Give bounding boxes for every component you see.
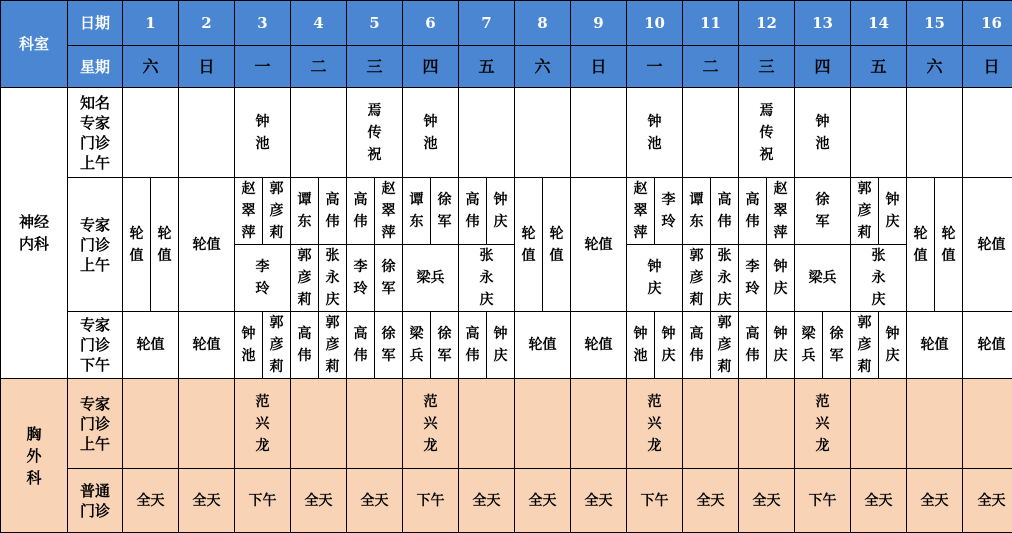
schedule-cell: 轮 值 <box>151 178 179 312</box>
weekday-cell: 四 <box>795 46 851 88</box>
date-row <box>1 1 1012 46</box>
schedule-cell: 钟 池 <box>235 88 291 178</box>
schedule-cell <box>515 88 571 178</box>
schedule-cell: 全天 <box>123 469 179 533</box>
schedule-cell: 全天 <box>683 469 739 533</box>
schedule-cell: 钟 庆 <box>879 178 907 245</box>
schedule-cell: 高 伟 <box>319 178 347 245</box>
row-label-famous-am: 知名 专家 门诊 上午 <box>68 88 123 178</box>
schedule-cell: 李 玲 <box>347 245 375 312</box>
weekday-cell: 六 <box>515 46 571 88</box>
neuro-famous-am-row <box>1 88 1012 178</box>
row-label-expert-pm: 专家 门诊 下午 <box>68 312 123 379</box>
schedule-cell: 赵 翠 萍 <box>767 178 795 245</box>
schedule-cell: 高 伟 <box>347 312 375 379</box>
schedule-cell <box>683 379 739 469</box>
schedule-cell: 郭 彦 莉 <box>291 245 319 312</box>
schedule-cell: 轮值 <box>907 312 963 379</box>
weekday-header: 星期 <box>68 46 123 88</box>
schedule-cell <box>515 379 571 469</box>
schedule-cell <box>963 379 1012 469</box>
schedule-cell: 轮 值 <box>123 178 151 312</box>
schedule-cell: 梁 兵 <box>403 312 431 379</box>
day-cell: 12 <box>739 1 795 46</box>
schedule-cell: 郭 彦 莉 <box>711 312 739 379</box>
schedule-cell: 全天 <box>459 469 515 533</box>
schedule-cell: 张 永 庆 <box>319 245 347 312</box>
schedule-cell: 钟 庆 <box>627 245 683 312</box>
schedule-cell: 轮 值 <box>935 178 963 312</box>
schedule-cell <box>907 88 963 178</box>
schedule-cell: 下午 <box>795 469 851 533</box>
schedule-cell: 郭 彦 莉 <box>851 178 879 245</box>
weekday-cell: 日 <box>963 46 1012 88</box>
schedule-cell: 高 伟 <box>683 312 711 379</box>
day-cell: 13 <box>795 1 851 46</box>
schedule-cell: 高 伟 <box>459 312 487 379</box>
schedule-cell: 李 玲 <box>235 245 291 312</box>
day-cell: 11 <box>683 1 739 46</box>
weekday-cell: 日 <box>179 46 235 88</box>
schedule-cell: 梁兵 <box>795 245 851 312</box>
weekday-cell: 三 <box>739 46 795 88</box>
schedule-cell: 郭 彦 莉 <box>683 245 711 312</box>
schedule-cell: 张 永 庆 <box>711 245 739 312</box>
schedule-cell: 赵 翠 萍 <box>235 178 263 245</box>
schedule-cell: 赵 翠 萍 <box>627 178 655 245</box>
schedule-cell <box>179 379 235 469</box>
schedule-cell: 轮值 <box>123 312 179 379</box>
schedule-cell <box>459 88 515 178</box>
day-cell: 7 <box>459 1 515 46</box>
schedule-cell <box>571 379 627 469</box>
schedule-cell: 下午 <box>627 469 683 533</box>
schedule-cell <box>291 88 347 178</box>
schedule-cell: 钟 庆 <box>879 312 907 379</box>
weekday-cell: 日 <box>571 46 627 88</box>
schedule-cell <box>347 379 403 469</box>
weekday-cell: 一 <box>235 46 291 88</box>
schedule-cell: 张 永 庆 <box>851 245 907 312</box>
schedule-cell: 郭 彦 莉 <box>263 178 291 245</box>
thor-expert-am-row <box>1 379 1012 469</box>
day-cell: 15 <box>907 1 963 46</box>
day-cell: 14 <box>851 1 907 46</box>
schedule-cell <box>739 379 795 469</box>
schedule-cell <box>851 88 907 178</box>
schedule-cell: 高 伟 <box>459 178 487 245</box>
thoracic-dept-label: 胸 外 科 <box>1 379 68 533</box>
schedule-cell: 全天 <box>179 469 235 533</box>
schedule-cell: 全天 <box>739 469 795 533</box>
weekday-cell: 三 <box>347 46 403 88</box>
schedule-cell: 李 玲 <box>655 178 683 245</box>
day-cell: 9 <box>571 1 627 46</box>
schedule-cell: 全天 <box>907 469 963 533</box>
schedule-cell: 轮 值 <box>907 178 935 312</box>
schedule-cell: 轮值 <box>963 178 1012 312</box>
schedule-cell: 全天 <box>347 469 403 533</box>
neuro-expert-pm-row <box>1 312 1012 379</box>
schedule-cell: 徐 军 <box>795 178 851 245</box>
schedule-cell: 钟 庆 <box>487 178 515 245</box>
schedule-cell: 全天 <box>851 469 907 533</box>
schedule-cell <box>571 88 627 178</box>
schedule-cell: 郭 彦 莉 <box>851 312 879 379</box>
schedule-cell: 徐 军 <box>431 178 459 245</box>
schedule-cell: 焉 传 祝 <box>739 88 795 178</box>
schedule-cell: 钟 池 <box>795 88 851 178</box>
schedule-cell: 高 伟 <box>347 178 375 245</box>
schedule-cell: 全天 <box>515 469 571 533</box>
schedule-cell <box>683 88 739 178</box>
weekday-cell: 六 <box>123 46 179 88</box>
row-label-thor-expert-am: 专家 门诊 上午 <box>68 379 123 469</box>
schedule-cell: 钟 池 <box>627 88 683 178</box>
schedule-cell <box>459 379 515 469</box>
row-label-expert-am: 专家 门诊 上午 <box>68 178 123 312</box>
date-header: 日期 <box>68 1 123 46</box>
schedule-cell <box>179 88 235 178</box>
schedule-cell: 全天 <box>571 469 627 533</box>
schedule-cell: 钟 池 <box>403 88 459 178</box>
dept-header: 科室 <box>1 1 68 88</box>
schedule-cell: 赵 翠 萍 <box>375 178 403 245</box>
day-cell: 2 <box>179 1 235 46</box>
schedule-cell: 钟 庆 <box>767 312 795 379</box>
weekday-cell: 二 <box>683 46 739 88</box>
schedule-cell: 范 兴 龙 <box>795 379 851 469</box>
weekday-cell: 二 <box>291 46 347 88</box>
schedule-cell: 谭 东 <box>403 178 431 245</box>
schedule-cell <box>291 379 347 469</box>
schedule-cell: 郭 彦 莉 <box>263 312 291 379</box>
schedule-cell <box>907 379 963 469</box>
schedule-cell <box>963 88 1012 178</box>
schedule-cell: 徐 军 <box>375 245 403 312</box>
schedule-cell <box>123 379 179 469</box>
weekday-cell: 四 <box>403 46 459 88</box>
schedule-cell <box>123 88 179 178</box>
day-cell: 16 <box>963 1 1012 46</box>
day-cell: 4 <box>291 1 347 46</box>
schedule-cell: 谭 东 <box>683 178 711 245</box>
schedule-cell: 徐 军 <box>431 312 459 379</box>
schedule-cell: 梁 兵 <box>795 312 823 379</box>
schedule-cell: 焉 传 祝 <box>347 88 403 178</box>
day-cell: 8 <box>515 1 571 46</box>
schedule-cell: 张 永 庆 <box>459 245 515 312</box>
schedule-cell: 轮 值 <box>543 178 571 312</box>
schedule-cell: 高 伟 <box>291 312 319 379</box>
schedule-cell: 高 伟 <box>739 312 767 379</box>
schedule-cell: 钟 池 <box>235 312 263 379</box>
schedule-cell: 范 兴 龙 <box>235 379 291 469</box>
schedule-cell <box>851 379 907 469</box>
day-cell: 10 <box>627 1 683 46</box>
schedule-cell: 谭 东 <box>291 178 319 245</box>
schedule-cell: 李 玲 <box>739 245 767 312</box>
schedule-cell: 全天 <box>291 469 347 533</box>
schedule-cell: 下午 <box>235 469 291 533</box>
schedule-cell: 范 兴 龙 <box>627 379 683 469</box>
schedule-cell: 轮值 <box>963 312 1012 379</box>
row-label-thor-general: 普通 门诊 <box>68 469 123 533</box>
schedule-cell: 钟 池 <box>627 312 655 379</box>
day-cell: 3 <box>235 1 291 46</box>
schedule-cell: 全天 <box>963 469 1012 533</box>
neurology-dept-label: 神经 内科 <box>1 88 68 379</box>
weekday-cell: 五 <box>459 46 515 88</box>
schedule-cell: 范 兴 龙 <box>403 379 459 469</box>
day-cell: 5 <box>347 1 403 46</box>
thor-general-row <box>1 469 1012 533</box>
schedule-cell: 轮值 <box>179 312 235 379</box>
schedule-cell: 钟 庆 <box>767 245 795 312</box>
schedule-cell: 钟 庆 <box>655 312 683 379</box>
schedule-cell: 郭 彦 莉 <box>319 312 347 379</box>
schedule-cell: 高 伟 <box>739 178 767 245</box>
day-cell: 6 <box>403 1 459 46</box>
schedule-cell: 轮值 <box>571 312 627 379</box>
schedule-cell: 轮值 <box>571 178 627 312</box>
schedule-cell: 徐 军 <box>823 312 851 379</box>
neuro-expert-am-top-row <box>1 178 1012 245</box>
schedule-cell: 徐 军 <box>375 312 403 379</box>
schedule-cell: 轮 值 <box>515 178 543 312</box>
weekday-row <box>1 46 1012 88</box>
weekday-cell: 五 <box>851 46 907 88</box>
day-cell: 1 <box>123 1 179 46</box>
weekday-cell: 六 <box>907 46 963 88</box>
schedule-cell: 高 伟 <box>711 178 739 245</box>
schedule-cell: 梁兵 <box>403 245 459 312</box>
weekday-cell: 一 <box>627 46 683 88</box>
schedule-cell: 轮值 <box>515 312 571 379</box>
schedule-cell: 下午 <box>403 469 459 533</box>
schedule-cell: 钟 庆 <box>487 312 515 379</box>
schedule-cell: 轮值 <box>179 178 235 312</box>
